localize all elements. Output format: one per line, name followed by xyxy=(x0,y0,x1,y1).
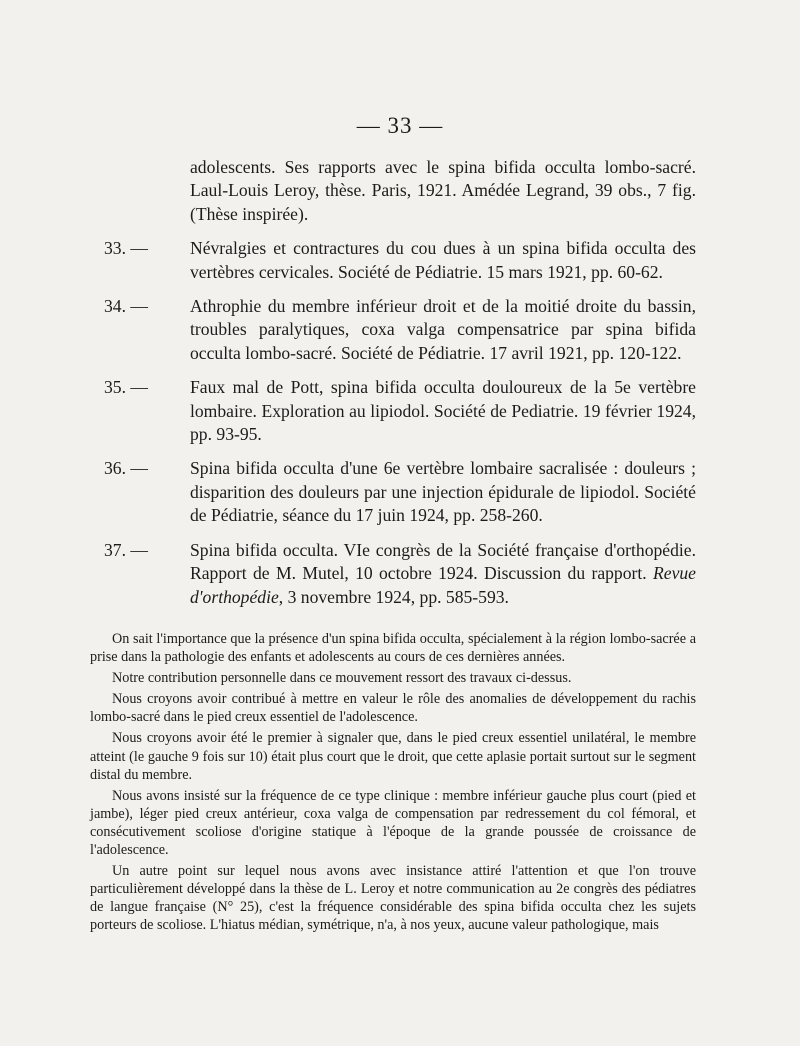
reference-text: Névralgies et contractures du cou dues à un spina bifida occulta des vertèbres cervicales. Société de Pédiatrie. 15 mars 1921, pp. 60-62. xyxy=(190,238,696,282)
body-text xyxy=(90,630,696,938)
reference-text: Faux mal de Pott, spina bifida occulta douloureux de la 5e vertèbre lombaire. Exploration au lipiodol. Société de Pediatrie. 19 février 1924, pp. 93-95. xyxy=(190,377,696,445)
reference-item xyxy=(104,539,696,609)
reference-number: 34. — xyxy=(104,296,148,317)
paragraph: Un autre point sur lequel nous avons avec insistance attiré l'attention et que l'on trouve particulièrement développé dans la thèse de L. Leroy et notre communication au 2e congrès des pédiatres de langue française (N° 25), c'est la fréquence considérable des spina bifida occulta chez les sujets porteurs de scoliose. L'hiatus médian, symétrique, n'a, à nos yeux, aucune valeur pathologique, mais xyxy=(90,863,696,934)
reference-item xyxy=(104,376,696,446)
reference-number: 36. — xyxy=(104,458,148,479)
reference-text-part: , 3 novembre 1924, pp. 585-593. xyxy=(278,586,509,607)
reference-text: Athrophie du membre inférieur droit et de la moitié droite du bassin, troubles paralytiques, coxa valga compensatrice par spina bifida occulta lombo-sacré. Société de Pédiatrie. 17 avril 1921, pp. 120-122. xyxy=(190,296,696,363)
journal-title: Revue d'orthopédie xyxy=(190,563,696,607)
reference-list xyxy=(104,156,696,620)
reference-item xyxy=(104,295,696,365)
paragraph: Nous croyons avoir contribué à mettre en valeur le rôle des anomalies de développement du rachis lombo-sacré dans le pied creux essentiel de l'adolescence. xyxy=(90,691,696,726)
reference-item xyxy=(104,237,696,284)
reference-text: adolescents. Ses rapports avec le spina bifida occulta lombo-sacré. Laul-Louis Leroy, thèse. Paris, 1921. Amédée Legrand, 39 obs., 7 fig. (Thèse inspirée). xyxy=(190,157,696,224)
reference-number: 33. — xyxy=(104,238,148,259)
reference-item xyxy=(104,156,696,226)
reference-item xyxy=(104,457,696,527)
reference-text xyxy=(190,539,696,609)
reference-text-part: Spina bifida occulta. VIe congrès de la Société française d'orthopédie. Rapport de M. Mutel, 10 octobre 1924. Discussion du rapport. xyxy=(190,539,696,584)
paragraph: On sait l'importance que la présence d'un spina bifida occulta, spécialement à la région lombo-sacrée a prise dans la pathologie des enfants et adolescents au cours de ces dernières années. xyxy=(90,631,696,666)
paragraph: Nous avons insisté sur la fréquence de ce type clinique : membre inférieur gauche plus court (pied et jambe), léger pied creux antérieur, coxa valga de compensation par redressement du col fémoral, et consécutivement scoliose d'origine statique à l'époque de la grande poussée de croissance de l'adolescence. xyxy=(90,787,696,859)
reference-number: 37. — xyxy=(104,539,148,560)
reference-text: Spina bifida occulta d'une 6e vertèbre lombaire sacralisée : douleurs ; disparition des douleurs par une injection épidurale de lipiodol. Société de Pédiatrie, séance du 17 juin 1924, pp. 258-260. xyxy=(190,458,696,526)
reference-number: 35. — xyxy=(104,377,148,398)
page-number: — 33 — xyxy=(356,113,444,138)
paragraph: Notre contribution personnelle dans ce mouvement ressort des travaux ci-dessus. xyxy=(112,670,572,687)
paragraph: Nous croyons avoir été le premier à signaler que, dans le pied creux essentiel unilatéral, le membre atteint (le gauche 9 fois sur 10) était plus court que le droit, que cette aplasie portait surtout sur le segment distal du membre. xyxy=(90,730,696,783)
